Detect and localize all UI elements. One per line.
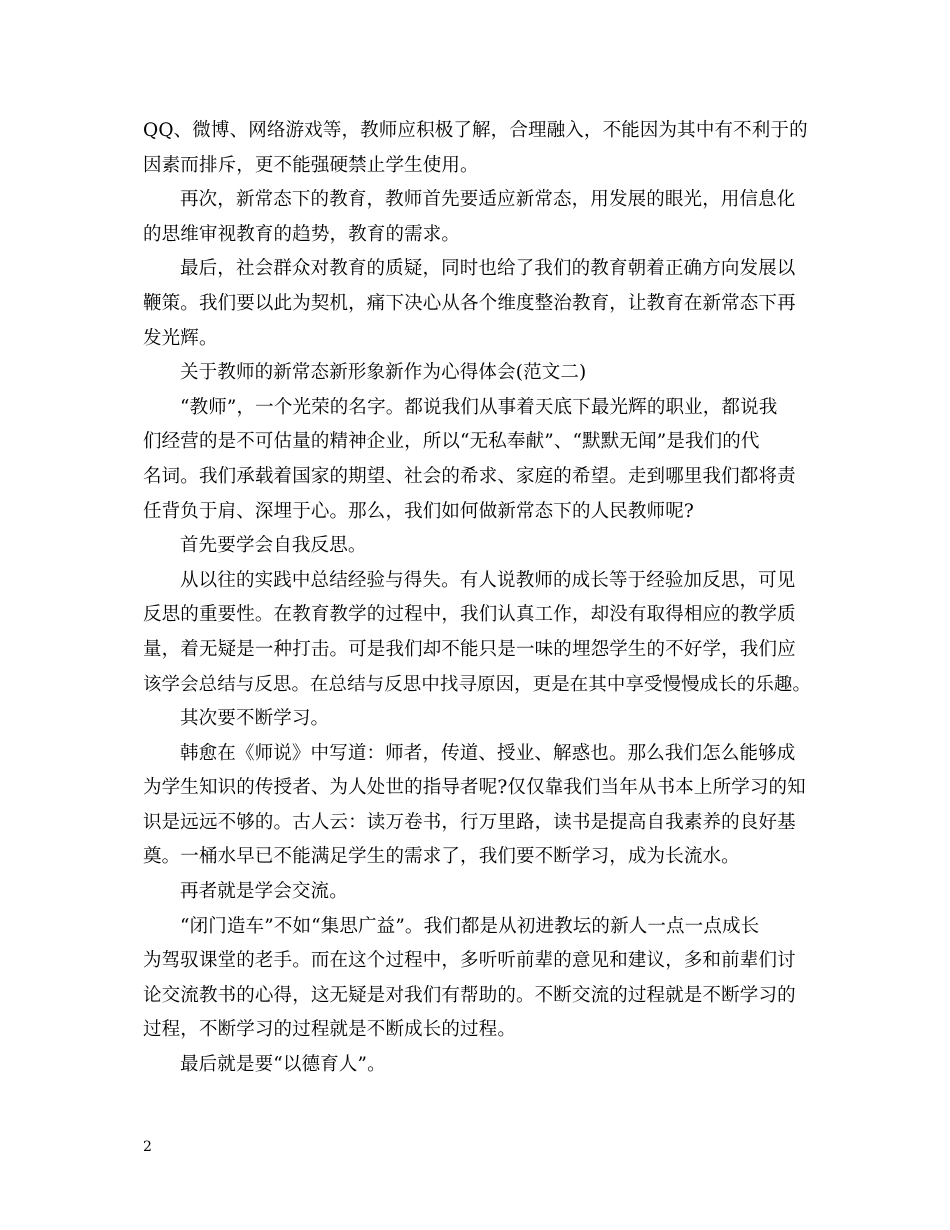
text-line: 发光辉。 bbox=[143, 327, 218, 349]
text-line: 名词。我们承载着国家的期望、社会的希求、家庭的希望。走到哪里我们都将责 bbox=[143, 465, 796, 487]
text-line: 最后，社会群众对教育的质疑，同时也给了我们的教育朝着正确方向发展以 bbox=[180, 258, 796, 280]
paragraph bbox=[143, 737, 811, 875]
text-line: 再者就是学会交流。 bbox=[180, 881, 348, 903]
page-number: 2 bbox=[143, 1139, 152, 1155]
paragraph bbox=[143, 529, 811, 564]
text-line: “教师”，一个光荣的名字。都说我们从事着天底下最光辉的职业，都说我 bbox=[180, 396, 778, 418]
text-line: 该学会总结与反思。在总结与反思中找寻原因，更是在其中享受慢慢成长的乐趣。 bbox=[143, 673, 812, 695]
text-line: 过程，不断学习的过程就是不断成长的过程。 bbox=[143, 1019, 517, 1041]
text-line: 关于教师的新常态新形象新作为心得体会(范文二) bbox=[180, 362, 587, 384]
paragraph bbox=[143, 910, 811, 1048]
text-line: 再次，新常态下的教育，教师首先要适应新常态，用发展的眼光，用信息化 bbox=[180, 189, 796, 211]
paragraph bbox=[143, 702, 811, 737]
paragraph bbox=[143, 114, 811, 183]
text-line: “闭门造车”不如“集思广益”。我们都是从初进教坛的新人一点一点成长 bbox=[180, 915, 760, 937]
text-line: 任背负于肩、深埋于心。那么，我们如何做新常态下的人民教师呢? bbox=[143, 500, 694, 522]
text-line: QQ、微博、网络游戏等，教师应积极了解，合理融入，不能因为其中有不利于的 bbox=[143, 120, 808, 141]
text-line: 韩愈在《师说》中写道：师者，传道、授业、解惑也。那么我们怎么能够成 bbox=[180, 742, 796, 764]
paragraph bbox=[143, 183, 811, 252]
text-line: 奠。一桶水早已不能满足学生的需求了，我们要不断学习，成为长流水。 bbox=[143, 846, 740, 868]
text-line: 为学生知识的传授者、为人处世的指导者呢?仅仅靠我们当年从书本上所学习的知 bbox=[143, 777, 806, 799]
document-body bbox=[143, 114, 811, 1083]
text-line: 首先要学会自我反思。 bbox=[180, 535, 367, 557]
text-line: 鞭策。我们要以此为契机，痛下决心从各个维度整治教育，让教育在新常态下再 bbox=[143, 292, 796, 314]
paragraph bbox=[143, 356, 811, 391]
paragraph bbox=[143, 391, 811, 529]
paragraph bbox=[143, 252, 811, 356]
text-line: 的思维审视教育的趋势，教育的需求。 bbox=[143, 223, 461, 245]
paragraph bbox=[143, 564, 811, 702]
text-line: 因素而排斥，更不能强硬禁止学生使用。 bbox=[143, 154, 479, 176]
text-line: 为驾驭课堂的老手。而在这个过程中，多听听前辈的意见和建议，多和前辈们讨 bbox=[143, 950, 796, 972]
text-line: 论交流教书的心得，这无疑是对我们有帮助的。不断交流的过程就是不断学习的 bbox=[143, 984, 796, 1006]
text-line: 们经营的是不可估量的精神企业，所以“无私奉献”、“默默无闻”是我们的代 bbox=[143, 431, 760, 453]
text-line: 从以往的实践中总结经验与得失。有人说教师的成长等于经验加反思，可见 bbox=[180, 569, 796, 591]
text-line: 量，着无疑是一种打击。可是我们却不能只是一味的埋怨学生的不好学，我们应 bbox=[143, 638, 796, 660]
text-line: 其次要不断学习。 bbox=[180, 708, 330, 730]
text-line: 反思的重要性。在教育教学的过程中，我们认真工作，却没有取得相应的教学质 bbox=[143, 604, 796, 626]
paragraph bbox=[143, 1048, 811, 1083]
paragraph bbox=[143, 875, 811, 910]
text-line: 最后就是要“以德育人”。 bbox=[180, 1054, 386, 1076]
text-line: 识是远远不够的。古人云：读万卷书，行万里路，读书是提高自我素养的良好基 bbox=[143, 811, 796, 833]
